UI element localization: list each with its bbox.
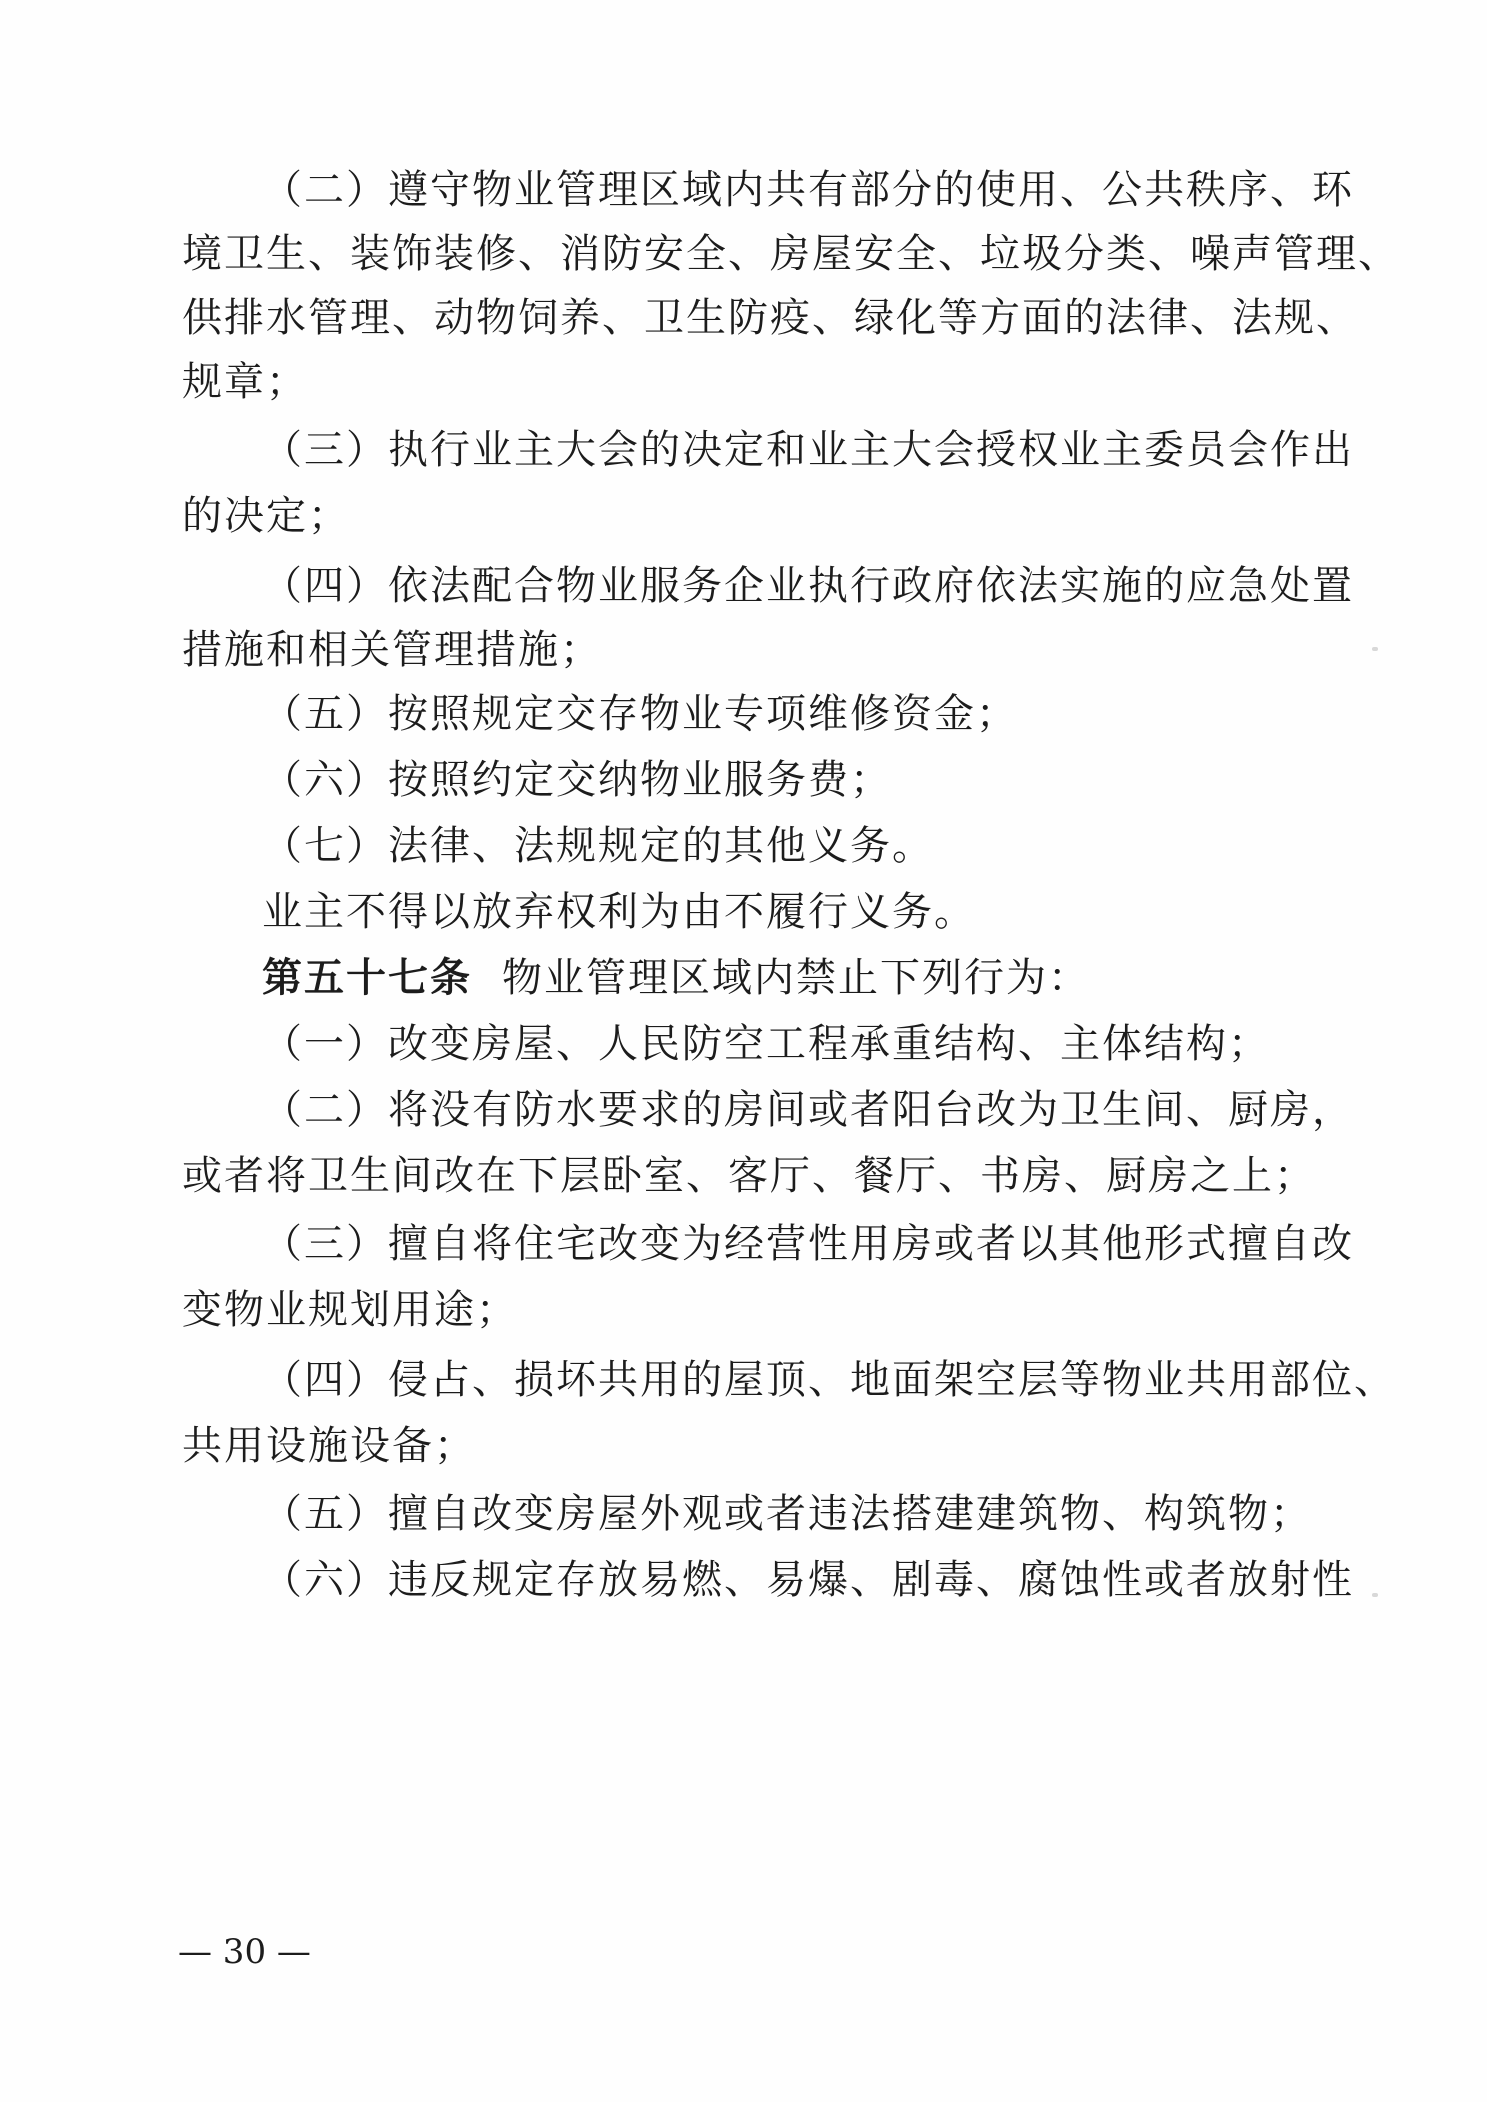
paragraph-line: （四）依法配合物业服务企业执行政府依法实施的应急处置 bbox=[262, 563, 1354, 609]
paragraph-line: （五）擅自改变房屋外观或者违法搭建建筑物、构筑物； bbox=[262, 1491, 1312, 1537]
paragraph-line: 措施和相关管理措施； bbox=[182, 627, 602, 673]
paragraph-line: （五）按照规定交存物业专项维修资金； bbox=[262, 691, 1018, 737]
paragraph-line: 共用设施设备； bbox=[182, 1423, 476, 1469]
article-text: 物业管理区域内禁止下列行为： bbox=[502, 955, 1090, 1001]
paragraph-line: （四）侵占、损坏共用的屋顶、地面架空层等物业共用部位、 bbox=[262, 1357, 1396, 1403]
scan-speck bbox=[1372, 1593, 1378, 1597]
paragraph-line: 业主不得以放弃权利为由不履行义务。 bbox=[262, 889, 976, 935]
paragraph-line: （一）改变房屋、人民防空工程承重结构、主体结构； bbox=[262, 1021, 1270, 1067]
scan-speck bbox=[1372, 647, 1378, 651]
paragraph-line: （六）按照约定交纳物业服务费； bbox=[262, 757, 892, 803]
article-heading: 第五十七条 bbox=[262, 954, 472, 1001]
page-number: — 30 — bbox=[178, 1932, 311, 1972]
paragraph-line: （三）擅自将住宅改变为经营性用房或者以其他形式擅自改 bbox=[262, 1221, 1354, 1267]
paragraph-line: （三）执行业主大会的决定和业主大会授权业主委员会作出 bbox=[262, 427, 1354, 473]
paragraph-line: 境卫生、装饰装修、消防安全、房屋安全、垃圾分类、噪声管理、 bbox=[182, 231, 1400, 277]
paragraph-line: （二）将没有防水要求的房间或者阳台改为卫生间、厨房， bbox=[262, 1087, 1354, 1133]
paragraph-line: （二）遵守物业管理区域内共有部分的使用、公共秩序、环 bbox=[262, 167, 1354, 213]
paragraph-line: 的决定； bbox=[182, 493, 350, 539]
paragraph-line: 变物业规划用途； bbox=[182, 1287, 518, 1333]
paragraph-line: （七）法律、法规规定的其他义务。 bbox=[262, 823, 934, 869]
paragraph-line: （六）违反规定存放易燃、易爆、剧毒、腐蚀性或者放射性 bbox=[262, 1557, 1354, 1603]
article-line bbox=[262, 954, 1422, 1002]
paragraph-line: 供排水管理、动物饲养、卫生防疫、绿化等方面的法律、法规、 bbox=[182, 295, 1358, 341]
paragraph-line: 或者将卫生间改在下层卧室、客厅、餐厅、书房、厨房之上； bbox=[182, 1153, 1316, 1199]
paragraph-line: 规章； bbox=[182, 359, 308, 405]
